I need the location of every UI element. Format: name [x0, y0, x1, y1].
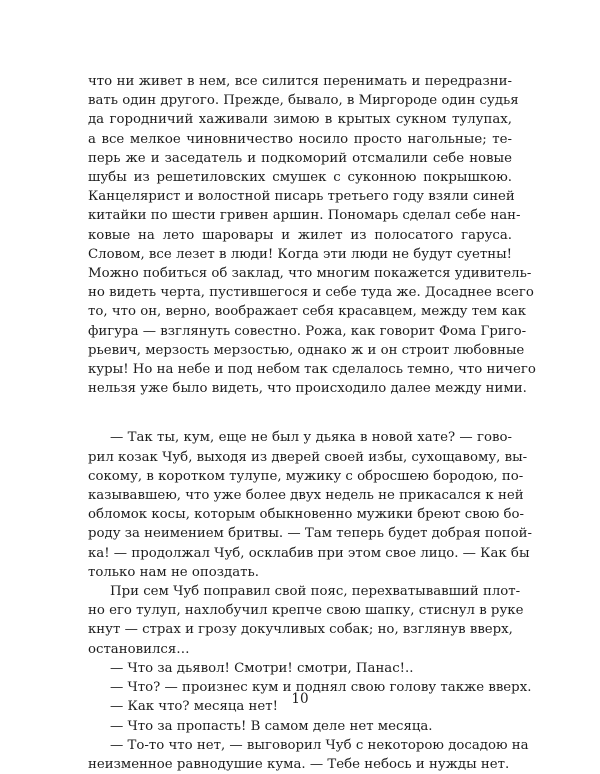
text-line: — Так ты, кум, еще не был у дьяка в новой хате? — гово-	[110, 430, 512, 446]
text-line: что ни живет в нем, все силится перенимать и передразни-	[88, 74, 512, 89]
text-line: нельзя уже было видеть, что происходило далее между ними.	[88, 381, 527, 397]
text-line: а все мелкое чиновничество носило просто нагольные; те-	[88, 131, 512, 147]
text-line: При сем Чуб поправил свой пояс, перехватывавший плот-	[110, 584, 521, 600]
page-number: 10	[291, 691, 309, 707]
text-line: неизменное равнодушие кума. — Тебе небось и нужды нет.	[88, 756, 510, 772]
dialogue-line	[88, 659, 512, 678]
text-line: казывавшею, что уже более двух недель не прикасался к ней	[88, 488, 524, 504]
text-line: китайки по шести гривен аршин. Пономарь сделал себе нан-	[88, 208, 521, 224]
text-line: но его тулуп, нахлобучил крепче свою шапку, стиснул в руке	[88, 603, 524, 619]
section-break	[88, 398, 512, 428]
paragraph	[88, 582, 524, 659]
paragraph	[88, 428, 533, 582]
text-line: — Как что? месяца нет!	[110, 699, 278, 715]
paragraph	[88, 72, 536, 398]
text-line: да городничий хаживали зимою в крытых сукном тулупах,	[88, 112, 512, 128]
text-line: роду за неимением бритвы. — Там теперь будет добрая попой-	[88, 526, 533, 542]
text-line: ка! — продолжал Чуб, осклабив при этом свое лицо. — Как бы	[88, 545, 530, 561]
text-line: — То-то что нет, — выговорил Чуб с некоторою досадою на	[110, 737, 529, 753]
text-line: ковые на лето шаровары и жилет из полосатого гаруса.	[88, 227, 512, 243]
dialogue-line	[88, 717, 512, 736]
text-line: то, что он, верно, воображает себя красавцем, между тем как	[88, 304, 527, 320]
text-line: рил козак Чуб, выходя из дверей своей избы, сухощавому, вы-	[88, 449, 528, 465]
text-line: — Что за пропасть! В самом деле нет месяца.	[110, 718, 433, 734]
text-line: куры! Но на небе и под небом так сделалось темно, что ничего	[88, 362, 536, 378]
paragraph	[88, 736, 529, 774]
text-line: перь же и заседатель и подкоморий отсмалили себе новые	[88, 150, 512, 166]
text-line: обломок косы, которым обыкновенно мужики бреют свою бо-	[88, 507, 525, 523]
text-line: — Что за дьявол! Смотри! смотри, Панас!..	[110, 660, 414, 676]
text-line: вать один другого. Прежде, бывало, в Миргороде один судья	[88, 93, 519, 109]
text-line: Словом, все лезет в люди! Когда эти люди не будут суетны!	[88, 246, 512, 262]
text-line: кнут — страх и грозу докучливых собак; но, взглянув вверх,	[88, 622, 513, 638]
text-line: но видеть черта, пустившегося и себе туда же. Досаднее всего	[88, 285, 534, 301]
text-line: Можно побиться об заклад, что многим покажется удивитель-	[88, 266, 532, 282]
text-line: Канцелярист и волостной писарь третьего году взяли синей	[88, 189, 515, 205]
text-line: рьевич, мерзость мерзостью, однако ж и он строит любовные	[88, 342, 525, 358]
text-line: сокому, в коротком тулупе, мужику с обросшею бородою, по-	[88, 468, 524, 484]
text-line: только нам не опоздать.	[88, 564, 259, 580]
text-page	[88, 72, 536, 774]
text-line: фигура — взглянуть совестно. Рожа, как говорит Фома Григо-	[88, 323, 527, 339]
text-line: — Что? — произнес кум и поднял свою голову также вверх.	[110, 680, 532, 696]
text-line: остановился…	[88, 641, 190, 657]
text-line: шубы из решетиловских смушек с суконною покрышкою.	[88, 170, 512, 186]
